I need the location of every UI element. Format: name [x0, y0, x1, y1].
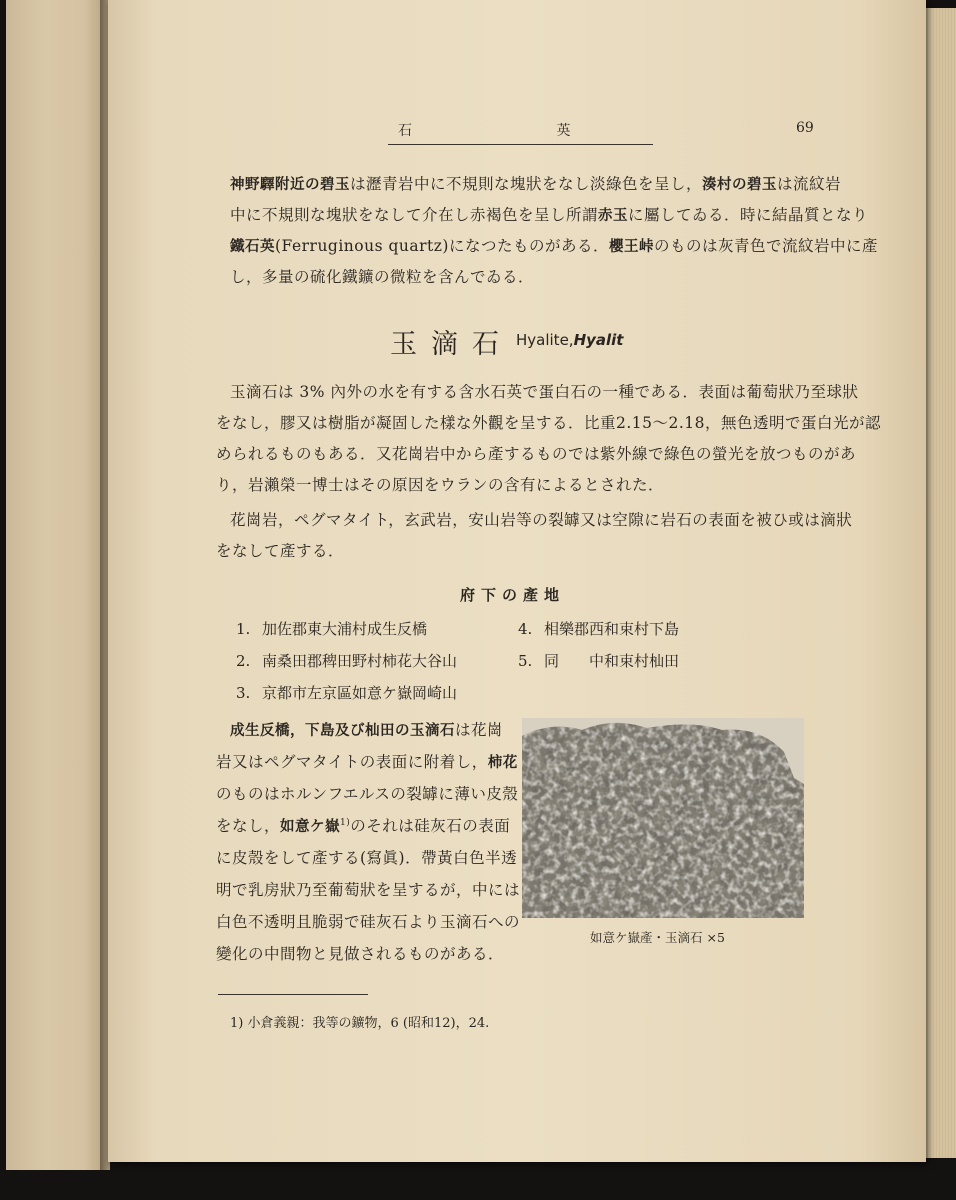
localities-title: 府下の產地	[460, 586, 566, 604]
para3-line-4: をなし，如意ケ嶽$^{1)}$のそれは硅灰石の表面	[216, 817, 511, 835]
page-stack-edge	[926, 8, 956, 1158]
footnote-rule	[218, 994, 368, 995]
mineral-title-german: Hyalit	[573, 331, 624, 349]
para3-line-5: に皮殼をして產する(寫眞)．帶黃白色半透	[216, 849, 518, 867]
intro-line-4: し，多量の硫化鐵鑛の微粒を含んでゐる．	[230, 268, 535, 286]
locality-item: 1. 加佐郡東大浦村成生反橋	[236, 620, 428, 638]
locality-item: 2. 南桑田郡稗田野村柿花大谷山	[236, 652, 458, 670]
para2-line-1: 花崗岩，ペグマタイト，玄武岩，安山岩等の裂罅又は空隙に岩石の表面を被ひ或は滴狀	[230, 511, 853, 529]
para3-line-7: 白色不透明且脆弱で硅灰石より玉滴石への	[216, 913, 521, 931]
specimen-photo-image	[522, 718, 804, 918]
para3-line-2: 岩又はペグマタイトの表面に附着し，柿花	[216, 753, 518, 771]
previous-page-edge	[6, 0, 105, 1170]
para3-line-6: 明で乳房狀乃至葡萄狀を呈するが，中には	[216, 881, 521, 899]
photo-caption: 如意ケ嶽產・玉滴石 ×5	[590, 930, 725, 945]
para2-line-2: をなして產する．	[216, 542, 345, 560]
locality-item: 4. 相樂郡西和束村下島	[518, 620, 680, 638]
locality-item: 3. 京都市左京區如意ケ嶽岡崎山	[236, 684, 458, 702]
para1-line-1: 玉滴石は 3% 內外の水を有する含水石英で蛋白石の一種である．表面は葡萄狀乃至球狀	[230, 383, 859, 401]
para3-line-8: 變化の中間物と見做されるものがある．	[216, 945, 505, 963]
locality-item: 5. 同 中和束村杣田	[518, 652, 680, 670]
mineral-title-japanese: 玉滴石	[390, 329, 513, 360]
intro-line-2: 中に不規則な塊狀をなして介在し赤褐色を呈し所謂赤玉に屬してゐる．時に結晶質となり	[230, 206, 869, 224]
para1-line-2: をなし，膠又は樹脂が凝固した樣な外觀を呈する．比重2.15～2.18，無色透明で蛋白光が認	[216, 414, 882, 432]
para3-line-1: 成生反橋，下島及び杣田の玉滴石は花崗	[230, 721, 504, 739]
running-head: 石 英	[398, 123, 641, 139]
para1-line-4: り，岩瀨榮一博士はその原因をウランの含有によるとされた．	[216, 476, 665, 494]
mineral-title-western	[516, 331, 623, 349]
hyalite-specimen-photo	[522, 718, 804, 918]
page-number: 69	[796, 120, 814, 136]
mineral-title-english: Hyalite,	[516, 331, 574, 349]
para3-line-3: のものはホルンフエルスの裂罅に薄い皮殼	[216, 785, 519, 803]
header-rule	[388, 144, 653, 145]
intro-line-3: 鐵石英(Ferruginous quartz)になつたものがある．櫻王峠のものは灰青色で流紋岩中に產	[230, 237, 879, 255]
footnote: 1) 小倉義親：我等の鑛物，6 (昭和12)，24.	[230, 1016, 490, 1031]
intro-line-1: 神野驛附近の碧玉は瀝青岩中に不規則な塊狀をなし淡綠色を呈し，湊村の碧玉は流紋岩	[230, 175, 842, 193]
para1-line-3: められるものもある．又花崗岩中から產するものでは紫外線で綠色の螢光を放つものがあ	[216, 445, 857, 463]
book-page	[108, 0, 926, 1162]
